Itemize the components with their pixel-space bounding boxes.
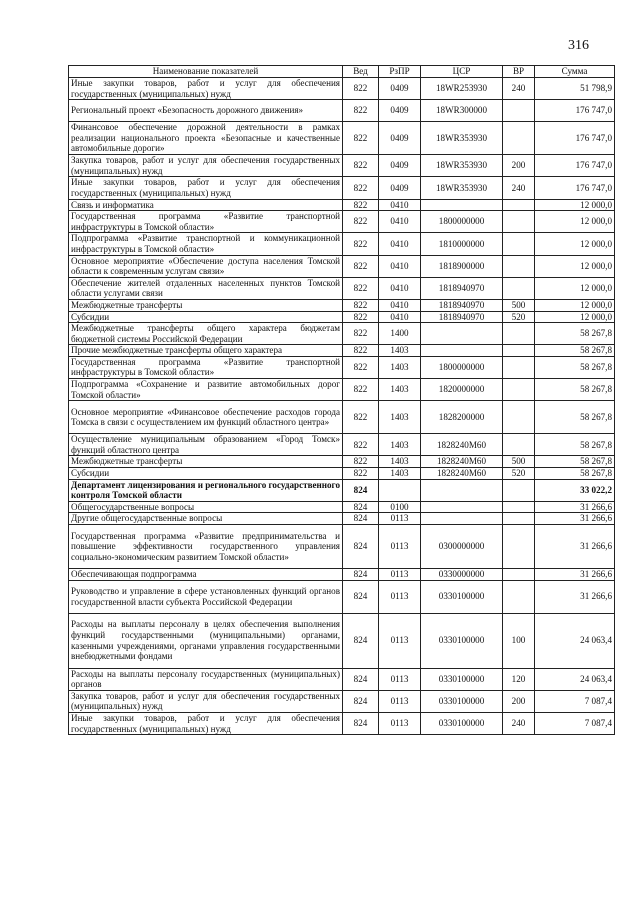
cell-rzpr: 0113 [379, 525, 421, 569]
cell-name: Подпрограмма «Сохранение и развитие автомобильных дорог Томской области» [69, 379, 343, 401]
cell-name: Субсидии [69, 468, 343, 480]
cell-csr [421, 323, 503, 345]
cell-rzpr: 0113 [379, 569, 421, 581]
cell-rzpr: 1403 [379, 456, 421, 468]
cell-rzpr: 0113 [379, 613, 421, 668]
cell-csr: 1818900000 [421, 255, 503, 277]
cell-name: Расходы на выплаты персоналу государственных (муниципальных) органов [69, 668, 343, 690]
cell-rzpr: 0113 [379, 712, 421, 734]
cell-csr [421, 345, 503, 357]
cell-sum: 51 798,9 [535, 78, 615, 100]
cell-sum: 31 266,6 [535, 525, 615, 569]
cell-vr [503, 356, 535, 378]
cell-rzpr: 0113 [379, 513, 421, 525]
cell-vr [503, 100, 535, 122]
cell-rzpr: 1403 [379, 345, 421, 357]
cell-rzpr: 0409 [379, 122, 421, 155]
table-row [69, 311, 615, 323]
table-row [69, 401, 615, 434]
cell-sum: 24 063,4 [535, 613, 615, 668]
cell-sum: 12 000,0 [535, 211, 615, 233]
cell-ved: 822 [343, 356, 379, 378]
cell-ved: 822 [343, 456, 379, 468]
cell-csr [421, 479, 503, 501]
cell-name: Департамент лицензирования и регионального государственного контроля Томской области [69, 479, 343, 501]
cell-sum: 33 022,2 [535, 479, 615, 501]
cell-name: Субсидии [69, 311, 343, 323]
cell-csr: 1828240М60 [421, 468, 503, 480]
cell-sum: 58 267,8 [535, 401, 615, 434]
cell-name: Обеспечивающая подпрограмма [69, 569, 343, 581]
cell-ved: 822 [343, 199, 379, 211]
cell-rzpr: 1403 [379, 468, 421, 480]
cell-vr: 240 [503, 712, 535, 734]
cell-rzpr: 0113 [379, 580, 421, 613]
cell-sum: 24 063,4 [535, 668, 615, 690]
cell-name: Государственная программа «Развитие предпринимательства и повышение эффективности государственного управления социально-экономическим развитием Томской области» [69, 525, 343, 569]
cell-name: Межбюджетные трансферты [69, 299, 343, 311]
cell-vr [503, 233, 535, 255]
cell-vr: 240 [503, 177, 535, 199]
cell-ved: 822 [343, 155, 379, 177]
cell-ved: 822 [343, 468, 379, 480]
table-row [69, 100, 615, 122]
cell-vr [503, 580, 535, 613]
cell-name: Другие общегосударственные вопросы [69, 513, 343, 525]
cell-vr [503, 211, 535, 233]
table-row [69, 345, 615, 357]
table-row [69, 569, 615, 581]
cell-vr: 200 [503, 155, 535, 177]
cell-rzpr: 0410 [379, 199, 421, 211]
cell-sum: 58 267,8 [535, 323, 615, 345]
cell-sum: 12 000,0 [535, 299, 615, 311]
cell-ved: 822 [343, 299, 379, 311]
cell-name: Обеспечение жителей отдаленных населенных пунктов Томской области услугами связи [69, 277, 343, 299]
cell-name: Расходы на выплаты персоналу в целях обеспечения выполнения функций государственными (муниципальными) органами, казенными учреждениями, органами управления государственными внебюджетными фондами [69, 613, 343, 668]
cell-vr: 100 [503, 613, 535, 668]
cell-vr [503, 569, 535, 581]
cell-ved: 822 [343, 211, 379, 233]
cell-ved: 822 [343, 434, 379, 456]
cell-sum: 31 266,6 [535, 513, 615, 525]
cell-csr: 0330100000 [421, 690, 503, 712]
cell-vr: 120 [503, 668, 535, 690]
cell-vr [503, 379, 535, 401]
cell-name: Общегосударственные вопросы [69, 501, 343, 513]
cell-name: Основное мероприятие «Обеспечение доступа населения Томской области к современным услугам связи» [69, 255, 343, 277]
header-name: Наименование показателей [69, 66, 343, 78]
cell-csr: 1810000000 [421, 233, 503, 255]
cell-sum: 12 000,0 [535, 233, 615, 255]
cell-name: Региональный проект «Безопасность дорожного движения» [69, 100, 343, 122]
cell-sum: 12 000,0 [535, 255, 615, 277]
cell-sum: 58 267,8 [535, 379, 615, 401]
cell-sum: 58 267,8 [535, 456, 615, 468]
cell-csr [421, 501, 503, 513]
table-row [69, 501, 615, 513]
cell-csr: 0330100000 [421, 712, 503, 734]
cell-sum: 7 087,4 [535, 690, 615, 712]
cell-sum: 58 267,8 [535, 434, 615, 456]
cell-sum: 31 266,6 [535, 580, 615, 613]
cell-rzpr: 0113 [379, 690, 421, 712]
cell-sum: 12 000,0 [535, 311, 615, 323]
cell-csr: 18WR353930 [421, 122, 503, 155]
cell-name: Закупка товаров, работ и услуг для обеспечения государственных (муниципальных) нужд [69, 155, 343, 177]
cell-name: Государственная программа «Развитие транспортной инфраструктуры в Томской области» [69, 211, 343, 233]
cell-rzpr: 1403 [379, 379, 421, 401]
cell-vr: 200 [503, 690, 535, 712]
cell-vr [503, 525, 535, 569]
cell-csr: 0330000000 [421, 569, 503, 581]
cell-vr [503, 277, 535, 299]
cell-sum: 176 747,0 [535, 122, 615, 155]
cell-sum: 31 266,6 [535, 569, 615, 581]
cell-sum: 7 087,4 [535, 712, 615, 734]
cell-rzpr: 1400 [379, 323, 421, 345]
table-row [69, 379, 615, 401]
cell-vr [503, 434, 535, 456]
cell-csr: 1820000000 [421, 379, 503, 401]
cell-vr: 520 [503, 311, 535, 323]
cell-ved: 824 [343, 668, 379, 690]
cell-rzpr: 0410 [379, 277, 421, 299]
cell-rzpr: 0409 [379, 155, 421, 177]
cell-vr [503, 199, 535, 211]
cell-rzpr: 0409 [379, 177, 421, 199]
cell-sum: 31 266,6 [535, 501, 615, 513]
cell-rzpr: 1403 [379, 401, 421, 434]
table-row [69, 456, 615, 468]
table-body [69, 78, 615, 735]
cell-ved: 824 [343, 580, 379, 613]
cell-rzpr: 0410 [379, 299, 421, 311]
cell-name: Финансовое обеспечение дорожной деятельности в рамках реализации национального проекта «Безопасные и качественные автомобильные дороги» [69, 122, 343, 155]
cell-ved: 822 [343, 100, 379, 122]
cell-rzpr: 0100 [379, 501, 421, 513]
cell-ved: 822 [343, 401, 379, 434]
cell-name: Иные закупки товаров, работ и услуг для обеспечения государственных (муниципальных) нужд [69, 177, 343, 199]
cell-sum: 176 747,0 [535, 177, 615, 199]
cell-csr: 1818940970 [421, 299, 503, 311]
table-row [69, 468, 615, 480]
cell-vr [503, 122, 535, 155]
cell-rzpr: 0410 [379, 255, 421, 277]
table-row [69, 211, 615, 233]
cell-csr: 0300000000 [421, 525, 503, 569]
table-row [69, 580, 615, 613]
cell-vr [503, 323, 535, 345]
cell-vr: 500 [503, 456, 535, 468]
cell-csr: 1800000000 [421, 211, 503, 233]
cell-vr [503, 255, 535, 277]
cell-vr [503, 401, 535, 434]
cell-name: Прочие межбюджетные трансферты общего характера [69, 345, 343, 357]
cell-ved: 824 [343, 613, 379, 668]
cell-csr: 18WR253930 [421, 78, 503, 100]
cell-ved: 822 [343, 177, 379, 199]
cell-ved: 822 [343, 233, 379, 255]
cell-sum: 58 267,8 [535, 468, 615, 480]
cell-rzpr: 1403 [379, 434, 421, 456]
cell-csr: 1828200000 [421, 401, 503, 434]
cell-name: Закупка товаров, работ и услуг для обеспечения государственных (муниципальных) нужд [69, 690, 343, 712]
table-row [69, 78, 615, 100]
cell-name: Связь и информатика [69, 199, 343, 211]
cell-ved: 822 [343, 345, 379, 357]
cell-name: Основное мероприятие «Финансовое обеспечение расходов города Томска в связи с осуществлением им функций областного центра» [69, 401, 343, 434]
budget-table [68, 65, 615, 735]
cell-ved: 822 [343, 323, 379, 345]
cell-vr [503, 345, 535, 357]
cell-vr: 500 [503, 299, 535, 311]
cell-csr: 0330100000 [421, 613, 503, 668]
table-row [69, 513, 615, 525]
cell-vr [503, 479, 535, 501]
cell-ved: 824 [343, 501, 379, 513]
cell-name: Иные закупки товаров, работ и услуг для обеспечения государственных (муниципальных) нужд [69, 712, 343, 734]
cell-sum: 176 747,0 [535, 155, 615, 177]
header-vr: ВР [503, 66, 535, 78]
cell-name: Государственная программа «Развитие транспортной инфраструктуры в Томской области» [69, 356, 343, 378]
table-row [69, 155, 615, 177]
table-row [69, 199, 615, 211]
cell-ved: 822 [343, 277, 379, 299]
cell-rzpr: 0410 [379, 211, 421, 233]
cell-ved: 824 [343, 513, 379, 525]
table-row [69, 356, 615, 378]
cell-sum: 58 267,8 [535, 345, 615, 357]
cell-vr: 520 [503, 468, 535, 480]
cell-rzpr: 0409 [379, 78, 421, 100]
table-row [69, 434, 615, 456]
cell-csr: 18WR353930 [421, 177, 503, 199]
table-row [69, 233, 615, 255]
table-row [69, 277, 615, 299]
cell-rzpr: 0113 [379, 668, 421, 690]
cell-csr: 18WR353930 [421, 155, 503, 177]
cell-ved: 824 [343, 690, 379, 712]
cell-csr: 1828240М60 [421, 456, 503, 468]
cell-rzpr: 0409 [379, 100, 421, 122]
cell-csr: 0330100000 [421, 580, 503, 613]
cell-name: Подпрограмма «Развитие транспортной и коммуникационной инфраструктуры в Томской области» [69, 233, 343, 255]
cell-name: Межбюджетные трансферты [69, 456, 343, 468]
table-row [69, 177, 615, 199]
cell-name: Осуществление муниципальным образованием «Город Томск» функций областного центра [69, 434, 343, 456]
header-rzpr: РзПР [379, 66, 421, 78]
cell-csr: 0330100000 [421, 668, 503, 690]
cell-name: Межбюджетные трансферты общего характера бюджетам бюджетной системы Российской Федерации [69, 323, 343, 345]
table-row [69, 299, 615, 311]
page-number: 316 [568, 38, 589, 53]
table-row [69, 613, 615, 668]
cell-rzpr: 0410 [379, 311, 421, 323]
cell-name: Иные закупки товаров, работ и услуг для обеспечения государственных (муниципальных) нужд [69, 78, 343, 100]
cell-sum: 176 747,0 [535, 100, 615, 122]
cell-csr [421, 513, 503, 525]
cell-ved: 824 [343, 525, 379, 569]
table-row [69, 479, 615, 501]
table-row [69, 255, 615, 277]
cell-vr [503, 501, 535, 513]
cell-sum: 58 267,8 [535, 356, 615, 378]
cell-rzpr: 1403 [379, 356, 421, 378]
header-sum: Сумма [535, 66, 615, 78]
cell-ved: 822 [343, 379, 379, 401]
header-csr: ЦСР [421, 66, 503, 78]
table-row [69, 668, 615, 690]
cell-csr: 1828240М60 [421, 434, 503, 456]
cell-csr: 1818940970 [421, 277, 503, 299]
cell-sum: 12 000,0 [535, 277, 615, 299]
cell-rzpr [379, 479, 421, 501]
cell-csr: 18WR300000 [421, 100, 503, 122]
cell-ved: 824 [343, 569, 379, 581]
cell-ved: 822 [343, 311, 379, 323]
cell-vr: 240 [503, 78, 535, 100]
cell-ved: 822 [343, 255, 379, 277]
table-row [69, 712, 615, 734]
cell-ved: 822 [343, 122, 379, 155]
cell-ved: 824 [343, 479, 379, 501]
header-ved: Вед [343, 66, 379, 78]
table-row [69, 525, 615, 569]
table-row [69, 323, 615, 345]
cell-sum: 12 000,0 [535, 199, 615, 211]
table-row [69, 690, 615, 712]
table-row [69, 122, 615, 155]
cell-csr [421, 199, 503, 211]
cell-ved: 822 [343, 78, 379, 100]
cell-csr: 1800000000 [421, 356, 503, 378]
cell-ved: 824 [343, 712, 379, 734]
cell-name: Руководство и управление в сфере установленных функций органов государственной власти субъекта Российской Федерации [69, 580, 343, 613]
cell-csr: 1818940970 [421, 311, 503, 323]
cell-rzpr: 0410 [379, 233, 421, 255]
table-header-row [69, 66, 615, 78]
cell-vr [503, 513, 535, 525]
